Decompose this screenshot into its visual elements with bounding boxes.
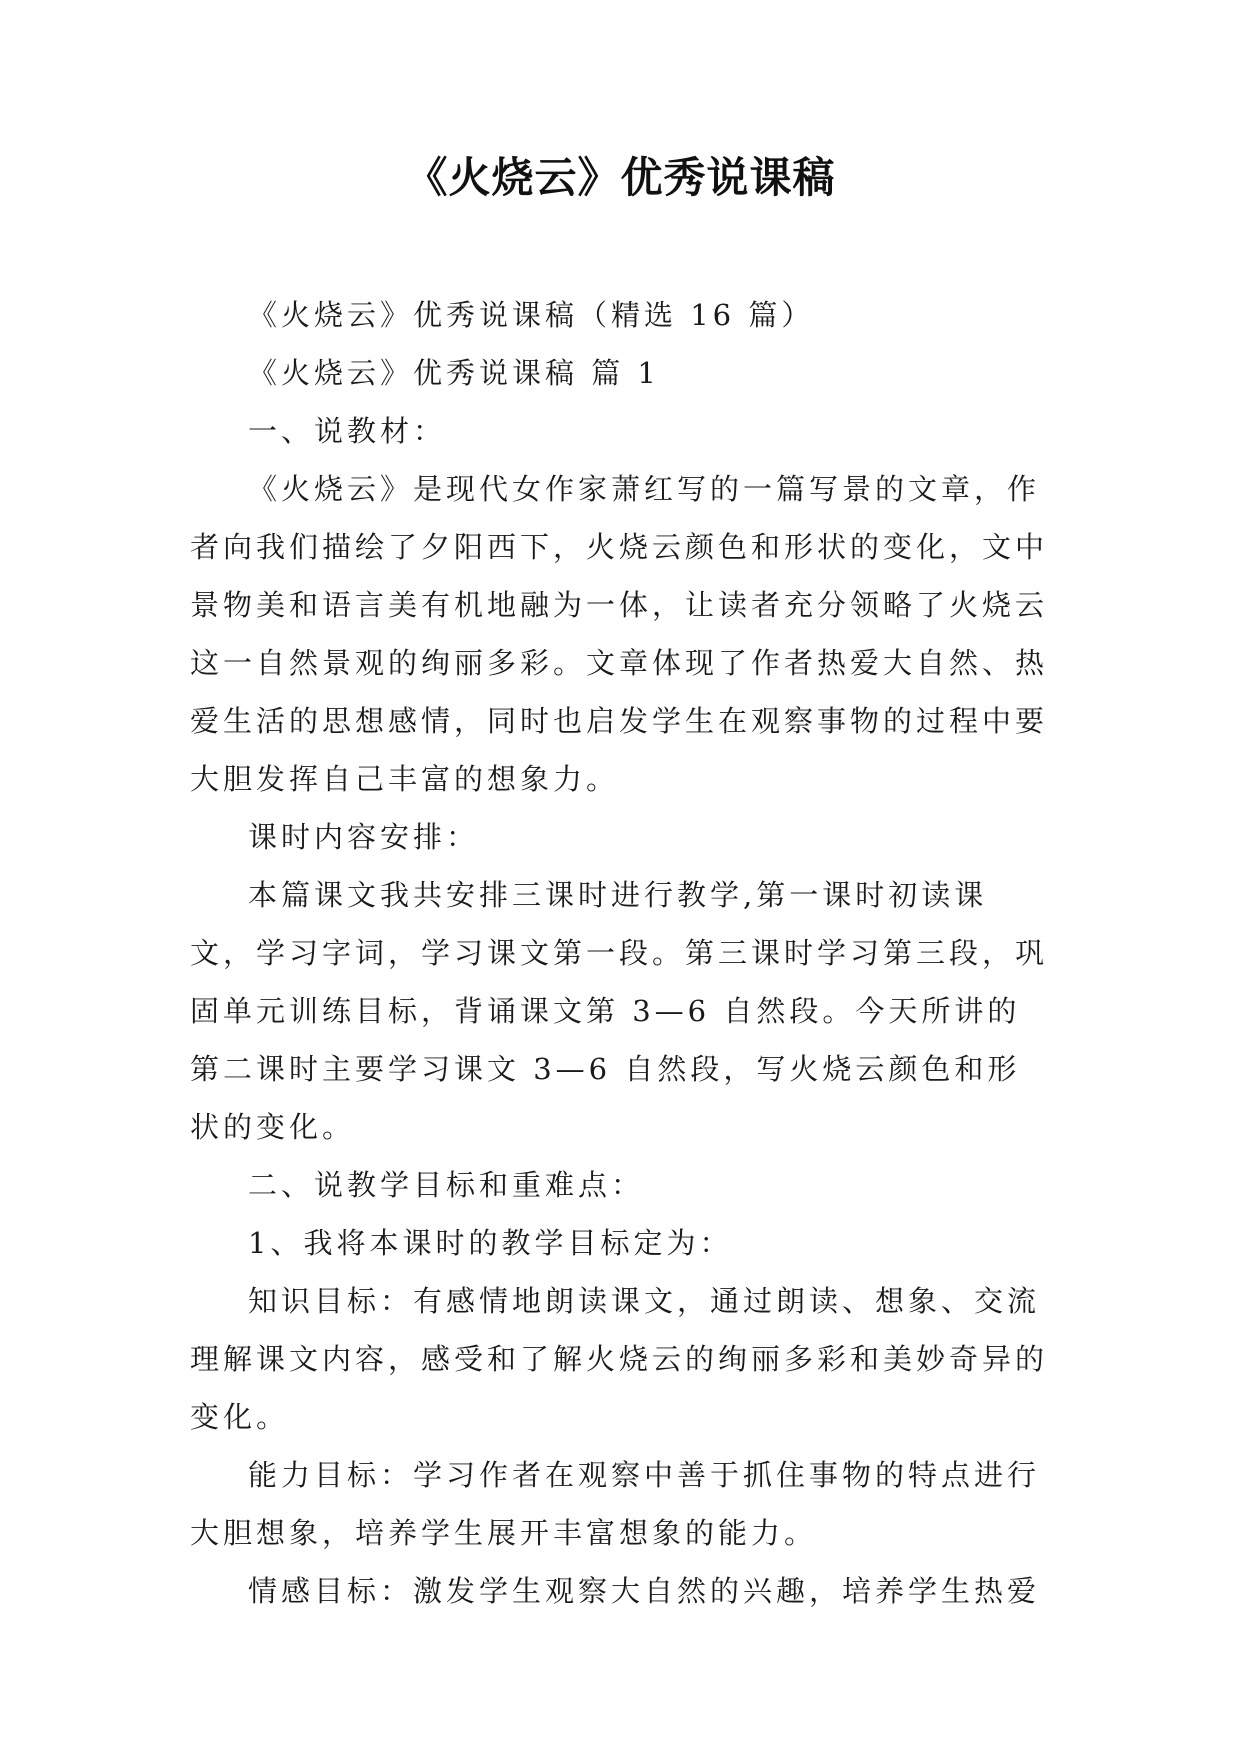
paragraph-goals-intro: 1、我将本课时的教学目标定为： xyxy=(248,1226,733,1260)
document-title: 《火烧云》优秀说课稿 xyxy=(405,153,836,202)
paragraph-knowledge-goal: 知识目标：有感情地朗读课文，通过朗读、想象、交流理解课文内容，感受和了解火烧云的绚丽多彩和美妙奇异的变化。 xyxy=(190,1284,1049,1434)
document-body xyxy=(190,286,1050,1620)
paragraph-emotion-goal: 情感目标：激发学生观察大自然的兴趣，培养学生热爱 xyxy=(248,1574,1041,1608)
section-heading-textbook: 一、说教材： xyxy=(248,414,447,448)
section-heading-goals: 二、说教学目标和重难点： xyxy=(248,1168,645,1202)
paragraph-ability-goal: 能力目标：学习作者在观察中善于抓住事物的特点进行大胆想象，培养学生展开丰富想象的能力。 xyxy=(190,1458,1041,1550)
paragraph-schedule: 本篇课文我共安排三课时进行教学,第一课时初读课文，学习字词，学习课文第一段。第三课时学习第三段，巩固单元训练目标，背诵课文第 3—6 自然段。今天所讲的第二课时主要学习课文 3—6 自然段，写火烧云颜色和形状的变化。 xyxy=(190,878,1049,1144)
paragraph-subtitle: 《火烧云》优秀说课稿（精选 16 篇） xyxy=(248,298,815,332)
section-heading-schedule: 课时内容安排： xyxy=(248,820,480,854)
paragraph-article-heading: 《火烧云》优秀说课稿 篇 1 xyxy=(248,356,660,390)
paragraph-textbook-intro: 《火烧云》是现代女作家萧红写的一篇写景的文章，作者向我们描绘了夕阳西下，火烧云颜色和形状的变化，文中景物美和语言美有机地融为一体，让读者充分领略了火烧云这一自然景观的绚丽多彩。文章体现了作者热爱大自然、热爱生活的思想感情，同时也启发学生在观察事物的过程中要大胆发挥自己丰富的想象力。 xyxy=(190,472,1049,796)
